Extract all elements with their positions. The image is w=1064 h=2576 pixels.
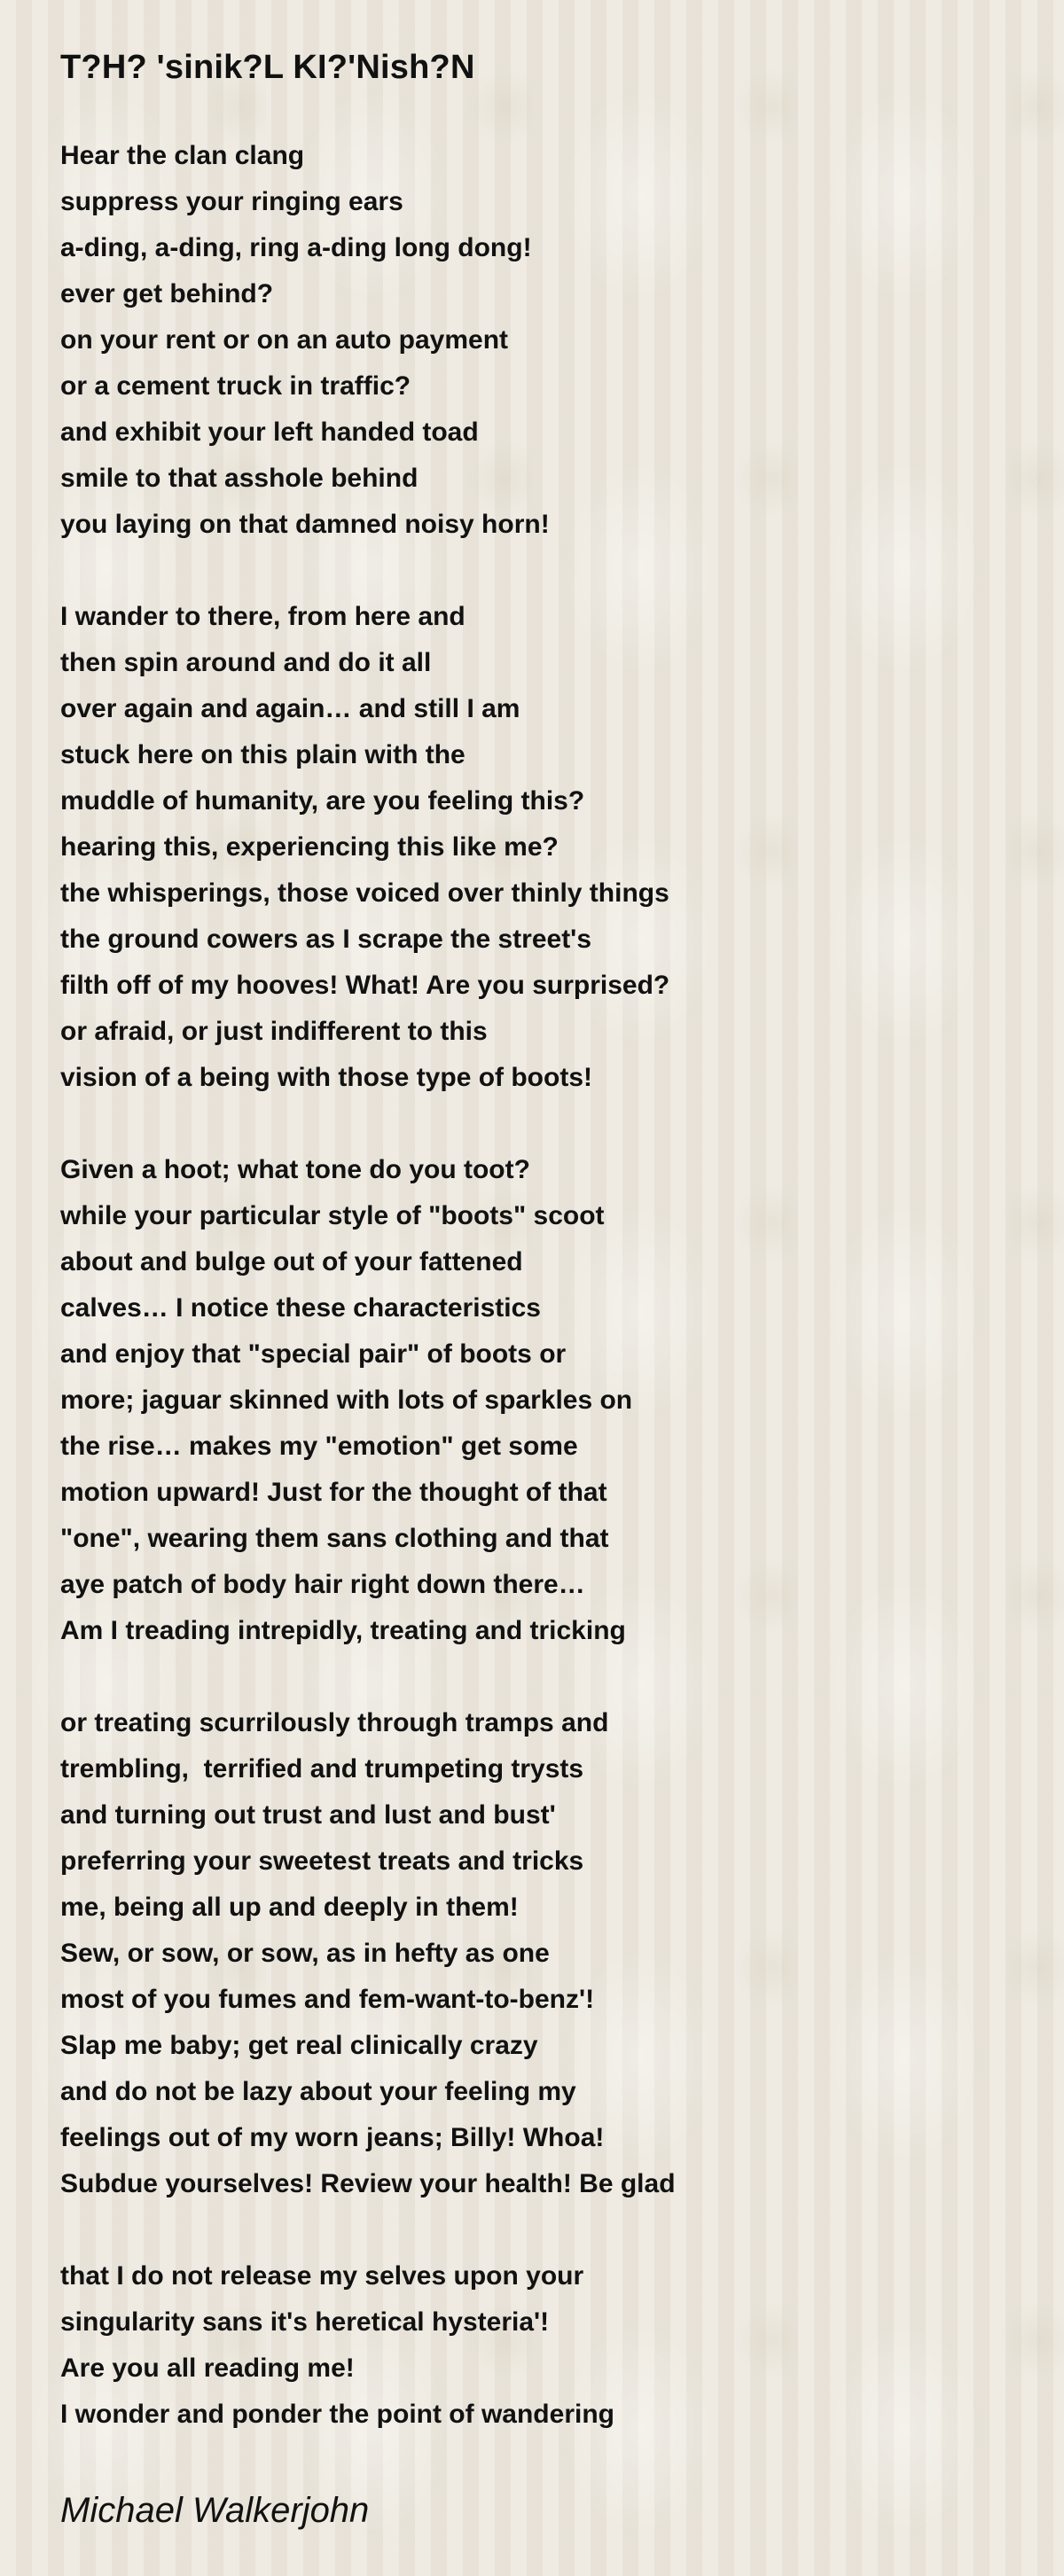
poem-line: or a cement truck in traffic? [60,371,411,401]
poem-line: preferring your sweetest treats and tricks [60,1846,584,1876]
poem-line: singularity sans it's heretical hysteria'! [60,2307,550,2337]
poem-line: motion upward! Just for the thought of that [60,1478,607,1507]
poem-line: me, being all up and deeply in them! [60,1893,519,1922]
poem-line: Am I treading intrepidly, treating and tricking [60,1616,626,1645]
poem-stanza [60,2253,1000,2438]
poem-line: vision of a being with those type of boots! [60,1063,592,1092]
poem-line: muddle of humanity, are you feeling this? [60,786,585,816]
poem-line: that I do not release my selves upon your [60,2261,584,2291]
poem-line: I wonder and ponder the point of wandering [60,2400,614,2429]
poem-line: Sew, or sow, or sow, as in hefty as one [60,1939,550,1968]
poem-line: Slap me baby; get real clinically crazy [60,2031,538,2060]
poem-line: most of you fumes and fem-want-to-benz'! [60,1985,595,2014]
poem-line: "one", wearing them sans clothing and that [60,1524,609,1553]
poem-stanza [60,133,1000,548]
poem-line: Are you all reading me! [60,2354,355,2383]
poem-body [60,133,1000,2484]
poem-line: Subdue yourselves! Review your health! Be glad [60,2169,676,2198]
poem-line: the rise… makes my "emotion" get some [60,1432,578,1461]
poem-line: calves… I notice these characteristics [60,1293,541,1323]
poem-line: Hear the clan clang [60,141,305,170]
poem-line: and enjoy that "special pair" of boots or [60,1339,567,1369]
poem-line: I wander to there, from here and [60,602,466,631]
poem-line: a-ding, a-ding, ring a-ding long dong! [60,233,532,262]
poem-title: T?H? 'sinik?L KI?'Nish?N [60,49,475,86]
poem-line: stuck here on this plain with the [60,740,466,769]
poem-line: and do not be lazy about your feeling my [60,2077,576,2106]
poem-line: then spin around and do it all [60,648,432,677]
poem-line: while your particular style of "boots" scoot [60,1201,605,1230]
poem-line: hearing this, experiencing this like me? [60,832,559,862]
poem-line: you laying on that damned noisy horn! [60,510,550,539]
poem-line: about and bulge out of your fattened [60,1247,523,1276]
poem-stanza [60,594,1000,1101]
poem-stanza [60,1147,1000,1654]
poem-line: more; jaguar skinned with lots of sparkles on [60,1386,633,1415]
poem-line: feelings out of my worn jeans; Billy! Whoa! [60,2123,605,2152]
poem-line: or afraid, or just indifferent to this [60,1017,488,1046]
poem-line: filth off of my hooves! What! Are you surprised? [60,971,670,1000]
poem-line: or treating scurrilously through tramps and [60,1708,609,1737]
poem-line: aye patch of body hair right down there… [60,1570,585,1599]
poem-author: Michael Walkerjohn [60,2491,370,2530]
poem-stanza [60,1700,1000,2207]
poem-line: over again and again… and still I am [60,694,520,723]
poem-line: the whisperings, those voiced over thinly things [60,878,669,908]
poem-line: suppress your ringing ears [60,187,403,216]
poem-line: on your rent or on an auto payment [60,325,509,355]
poem-line: Given a hoot; what tone do you toot? [60,1155,530,1184]
poem-line: ever get behind? [60,279,274,308]
poem-line: and exhibit your left handed toad [60,418,479,447]
poem-line: and turning out trust and lust and bust' [60,1800,556,1830]
poem-line: trembling, terrified and trumpeting trysts [60,1754,584,1784]
poem-line: smile to that asshole behind [60,464,419,493]
poem-line: the ground cowers as I scrape the street's [60,925,592,954]
